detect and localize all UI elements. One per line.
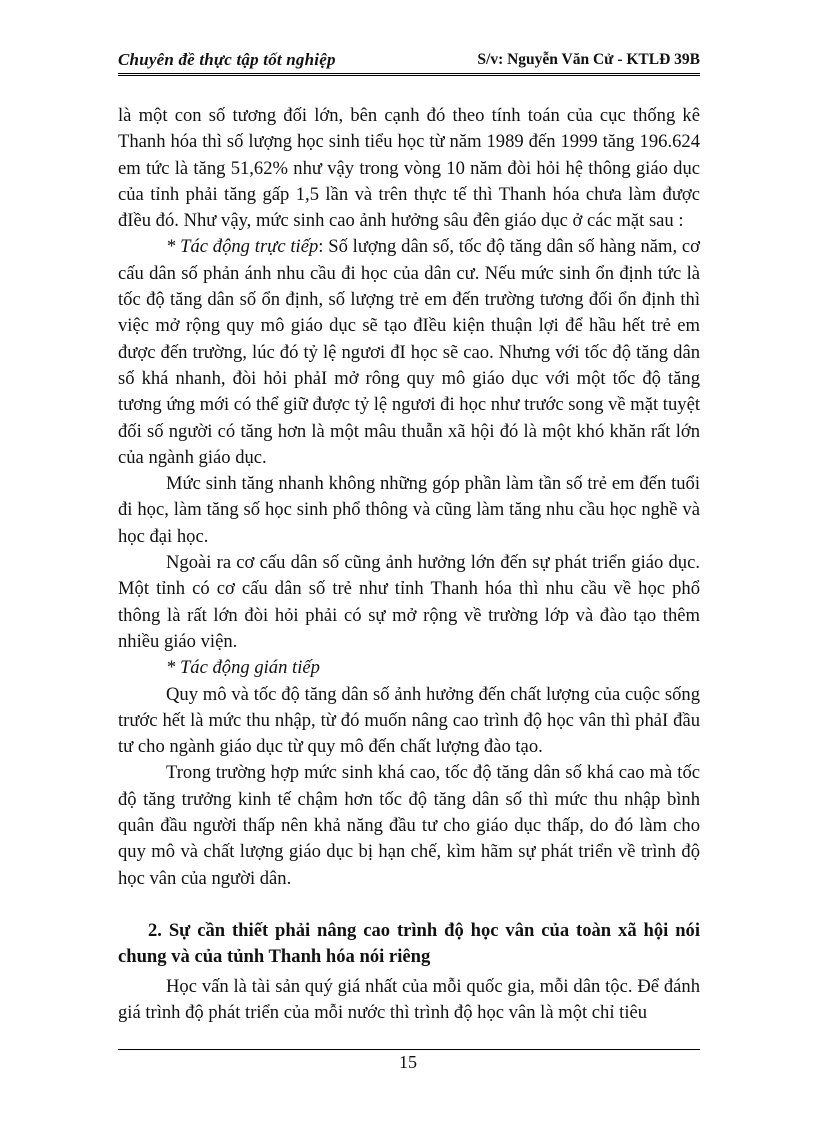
paragraph-6: Quy mô và tốc độ tăng dân số ảnh hưởng đến chất lượng của cuộc sống trước hết là mức thu nhập, từ đó muốn nâng cao trình độ học vân thì phảI đầu tư cho ngành giáo dục từ quy mô đến chất lượng đào tạo. — [118, 683, 700, 758]
footer-divider — [118, 1049, 700, 1050]
header-student-info: S/v: Nguyễn Văn Cử - KTLĐ 39B — [477, 51, 700, 68]
paragraph-3: Mức sinh tăng nhanh không những góp phần làm tần số trẻ em đến tuổi đi học, làm tăng số học sinh phổ thông và cũng làm tăng nhu cầu học nghề và học đại học. — [118, 473, 700, 547]
indirect-impact-label: * Tác động gián tiếp — [166, 657, 320, 679]
section-heading: 2. Sự cần thiết phải nâng cao trình độ học vân của toàn xã hội nói chung và của tủnh Thanh hóa nói riêng — [118, 919, 700, 967]
page-number: 15 — [399, 1052, 417, 1072]
header-document-title: Chuyên đề thực tập tốt nghiệp — [118, 50, 336, 69]
paragraph-4: Ngoài ra cơ cấu dân số cũng ảnh hưởng lớn đến sự phát triển giáo dục. Một tỉnh có cơ cấu dân số trẻ như tỉnh Thanh hóa thì nhu cầu về học phổ thông là rất lớn đòi hỏi phải có sự mở rộng về trường lớp và đào tạo thêm nhiều giáo viện. — [118, 552, 700, 652]
paragraph-8: Học vấn là tài sản quý giá nhất của mỗi quốc gia, mỗi dân tộc. Để đánh giá trình độ phát triển của mỗi nước thì trình độ học vân là một chỉ tiêu — [118, 975, 700, 1024]
paragraph-7: Trong trường hợp mức sinh khá cao, tốc độ tăng dân số khá cao mà tốc độ tăng trưởng kinh tế chậm hơn tốc độ tăng dân số thì mức thu nhập bình quân đầu người thấp nên khả năng đầu tư cho giáo dục thấp, do đó làm cho quy mô và chất lượng giáo dục bị hạn chế, kìm hãm sự phát triển về trình độ học vân của người dân. — [118, 762, 700, 889]
paragraph-5 — [118, 655, 700, 681]
direct-impact-label: * Tác động trực tiếp — [166, 236, 319, 258]
paragraph-2 — [118, 234, 700, 471]
page-header — [118, 50, 700, 76]
paragraph-1: là một con số tương đối lớn, bên cạnh đó theo tính toán của cục thống kê Thanh hóa thì số lượng học sinh tiểu học từ năm 1989 đến 1999 tăng 196.624 em tức là tăng 51,62% như vậy trong vòng 10 năm đòi hỏi hệ thông giáo dục của tỉnh phải tăng gấp 1,5 lần và trên thực tế thì Thanh hóa chưa làm được đIều đó. Như vậy, mức sinh cao ảnh hưởng sâu đên giáo dục ở các mặt sau : — [118, 105, 700, 232]
paragraph-2-text: : Số lượng dân số, tốc độ tăng dân số hàng năm, cơ cấu dân số phản ánh nhu cầu đi học của dân cư. Nếu mức sinh ổn định tức là tốc độ tăng dân số ổn định, số lượng trẻ em đến trường tương đối ổn định thì việc mở rộng quy mô giáo dục sẽ tạo đIều kiện thuận lợi để hầu hết trẻ em được đến trường, lúc đó tỷ lệ ngươi đI học sẽ cao. Nhưng với tốc độ tăng dân số khá nhanh, đòi hỏi phảI mở rông quy mô giáo dục với một tốc độ tăng tương ứng mới có thể giữ được tỷ lệ ngươi đi học như trước song về mặt tuyệt đối số người có tăng hơn là một mâu thuẫn xã hội đó là một khó khăn rất lớn của ngành giáo dục. — [118, 236, 700, 468]
document-body — [118, 103, 700, 1027]
header-divider — [118, 73, 700, 76]
